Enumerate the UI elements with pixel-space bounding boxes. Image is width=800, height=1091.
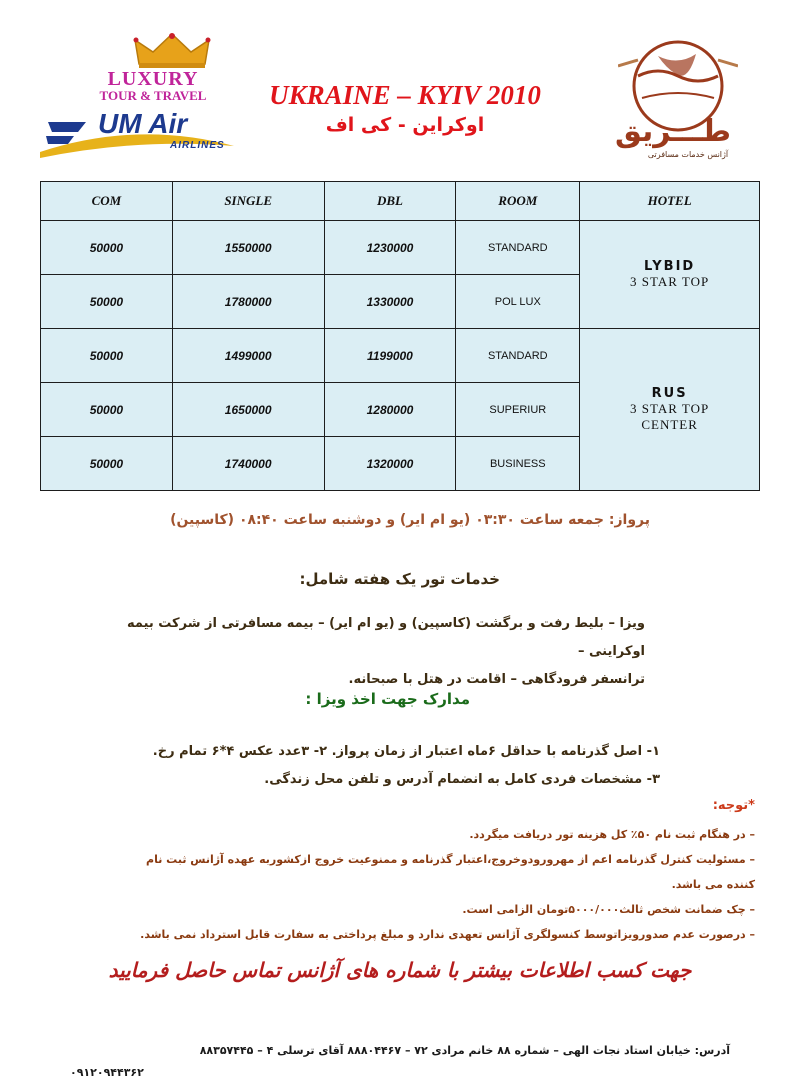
- cell-single: 1650000: [172, 383, 324, 437]
- cell-room: SUPERIUR: [456, 383, 580, 437]
- hotel-stars: 3 STAR TOP: [629, 274, 710, 289]
- hotel-stars: 3 STAR TOP: [629, 401, 710, 416]
- crown-icon: [133, 32, 211, 70]
- services-heading: خدمات تور یک هفته شامل:: [299, 570, 500, 588]
- luxury-logo-text: LUXURY: [107, 68, 199, 90]
- header-dbl: DBL: [324, 182, 456, 221]
- services-list: [125, 610, 645, 694]
- table-row: [41, 221, 760, 275]
- airlines-logo-text: AIRLINES: [170, 140, 225, 151]
- mobile-number: ۰۹۱۲۰۹۴۴۳۶۲: [70, 1066, 144, 1079]
- cell-com: 50000: [41, 221, 173, 275]
- contact-call-to-action: جهت کسب اطلاعات بیشتر با شماره های آژانس تماس حاصل فرمایید: [108, 958, 692, 982]
- header-hotel: HOTEL: [580, 182, 760, 221]
- cell-com: 50000: [41, 275, 173, 329]
- tariq-logo-text: طـــریق: [615, 114, 731, 149]
- services-line: ویزا – بلیط رفت و برگشت (کاسپین) و (یو ام ایر) – بیمه مسافرتی از شرکت بیمه اوکراینی –: [126, 616, 645, 659]
- cell-dbl: 1199000: [324, 329, 456, 383]
- title-persian: اوکراین - کی اف: [325, 114, 485, 136]
- cell-com: 50000: [41, 437, 173, 491]
- header-single: SINGLE: [172, 182, 324, 221]
- header-room: ROOM: [456, 182, 580, 221]
- cell-room: STANDARD: [456, 329, 580, 383]
- cell-dbl: 1280000: [324, 383, 456, 437]
- table-header-row: [41, 182, 760, 221]
- hotel-name: RUS: [651, 386, 688, 401]
- cell-single: 1499000: [172, 329, 324, 383]
- cell-room: BUSINESS: [456, 437, 580, 491]
- um-air-logo-text: UM Air: [98, 108, 188, 139]
- notes-heading: *توجه:: [712, 798, 755, 813]
- visa-documents-list: [100, 738, 660, 794]
- cell-dbl: 1230000: [324, 221, 456, 275]
- luxury-umair-logo: [38, 32, 238, 162]
- tariq-logo-subtitle: آژانس خدمات مسافرتی: [647, 150, 729, 159]
- cell-dbl: 1330000: [324, 275, 456, 329]
- note-item: – درصورت عدم صدورویزاتوسط کنسولگری آژانس تعهدی ندارد و مبلغ پرداختی به سفارت قابل استرداد نمی باشد.: [140, 928, 755, 941]
- cell-com: 50000: [41, 329, 173, 383]
- services-line: ترانسفر فرودگاهی – اقامت در هتل با صبحانه.: [348, 672, 645, 687]
- cell-single: 1740000: [172, 437, 324, 491]
- cell-single: 1550000: [172, 221, 324, 275]
- address-footer: [70, 1040, 730, 1084]
- documents-line: ۱- اصل گذرنامه با حداقل ۶ماه اعتبار از زمان پرواز. ۲- ۳عدد عکس ۴*۶ تمام رخ.: [152, 744, 660, 759]
- tour-travel-logo-text: TOUR & TRAVEL: [99, 88, 207, 103]
- cell-hotel-lybid: [580, 221, 760, 329]
- visa-documents-heading: مدارک جهت اخذ ویزا :: [305, 690, 470, 708]
- title-english: UKRAINE – KYIV 2010: [269, 80, 541, 110]
- hotel-name: LYBID: [644, 259, 696, 274]
- cell-room: STANDARD: [456, 221, 580, 275]
- cell-dbl: 1320000: [324, 437, 456, 491]
- cell-room: POL LUX: [456, 275, 580, 329]
- documents-line: ۳- مشخصات فردی کامل به انضمام آدرس و تلفن محل زندگی.: [264, 772, 660, 787]
- note-item: – چک ضمانت شخص ثالث۵۰۰۰/۰۰۰تومان الزامی است.: [462, 903, 755, 916]
- notes-list: [115, 822, 755, 947]
- price-table: [40, 181, 760, 491]
- header-com: COM: [41, 182, 173, 221]
- note-item: – در هنگام ثبت نام ۵۰٪ کل هزینه تور دریافت میگردد.: [469, 828, 755, 841]
- cell-single: 1780000: [172, 275, 324, 329]
- tariq-agency-logo: [588, 36, 758, 166]
- table-row: [41, 329, 760, 383]
- note-item: – مسئولیت کنترل گذرنامه اعم از مهرورودوخروج،اعتبار گذرنامه و ممنوعیت خروج ازکشوربه عهده آژانس ثبت نام کننده می باشد.: [146, 853, 755, 891]
- flight-schedule: پرواز: جمعه ساعت ۰۳:۳۰ (یو ام ایر) و دوشنبه ساعت ۰۸:۴۰ (کاسپین): [170, 512, 650, 528]
- cell-com: 50000: [41, 383, 173, 437]
- cell-hotel-rus: [580, 329, 760, 491]
- hotel-location: CENTER: [641, 417, 698, 432]
- address-line: آدرس: خیابان استاد نجات الهی – شماره ۸۸ خانم مرادی ۷۲ – ۸۸۸۰۴۴۶۷ آقای ترسلی ۴ – ۸۸۳۵۷۴۴۵: [199, 1044, 730, 1057]
